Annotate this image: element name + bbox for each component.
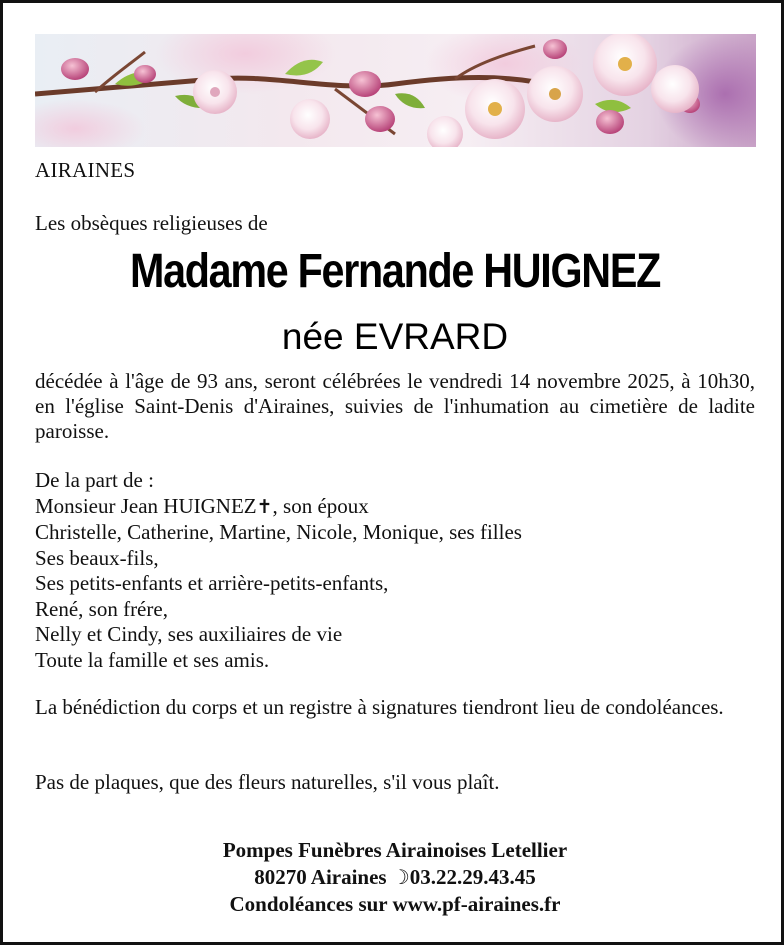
benediction-note: La bénédiction du corps et un registre à signatures tiendront lieu de condoléances. — [35, 695, 724, 719]
family-line: Christelle, Catherine, Martine, Nicole, Monique, ses filles — [35, 520, 522, 544]
spouse-name: Monsieur Jean HUIGNEZ — [35, 493, 257, 518]
family-list — [35, 468, 522, 673]
funeral-home-name: Pompes Funèbres Airainoises Letellier — [222, 838, 568, 862]
cherry-blossom-banner-image — [35, 34, 756, 147]
funeral-home-phone: 03.22.29.43.45 — [409, 865, 536, 889]
family-line: Toute la famille et ses amis. — [35, 647, 270, 672]
maiden-name: née EVRARD — [281, 316, 509, 357]
cherry-blossom-illustration — [35, 34, 756, 147]
family-line: Nelly et Cindy, ses auxiliaires de vie — [35, 622, 343, 646]
deceased-name: Madame Fernande HUIGNEZ — [129, 245, 661, 298]
family-line: René, son frére, — [35, 596, 168, 621]
phone-icon: ☽ — [391, 865, 410, 889]
family-heading: De la part de : — [35, 468, 154, 492]
funeral-details: décédée à l'âge de 93 ans, seront célébrées le vendredi 14 novembre 2025, à 10h30, en l'église Saint-Denis d'Airaines, suivies de l'inhumation au cimetière de ladite paroisse. — [35, 369, 755, 443]
funeral-home-footer — [3, 837, 784, 918]
family-line-spouse — [35, 494, 522, 521]
cross-icon: ✝ — [256, 495, 273, 518]
town-name: AIRAINES — [35, 158, 136, 182]
funeral-home-contact — [3, 864, 784, 891]
family-line: Ses petits-enfants et arrière-petits-enfants, — [35, 571, 389, 595]
spouse-relation: , son époux — [272, 493, 369, 518]
flowers-note: Pas de plaques, que des fleurs naturelles, s'il vous plaît. — [35, 770, 500, 794]
condolences-website: Condoléances sur www.pf-airaines.fr — [229, 892, 561, 916]
family-line: Ses beaux-fils, — [35, 545, 159, 570]
funeral-home-address: 80270 Airaines — [254, 865, 392, 889]
intro-line: Les obsèques religieuses de — [35, 211, 268, 235]
